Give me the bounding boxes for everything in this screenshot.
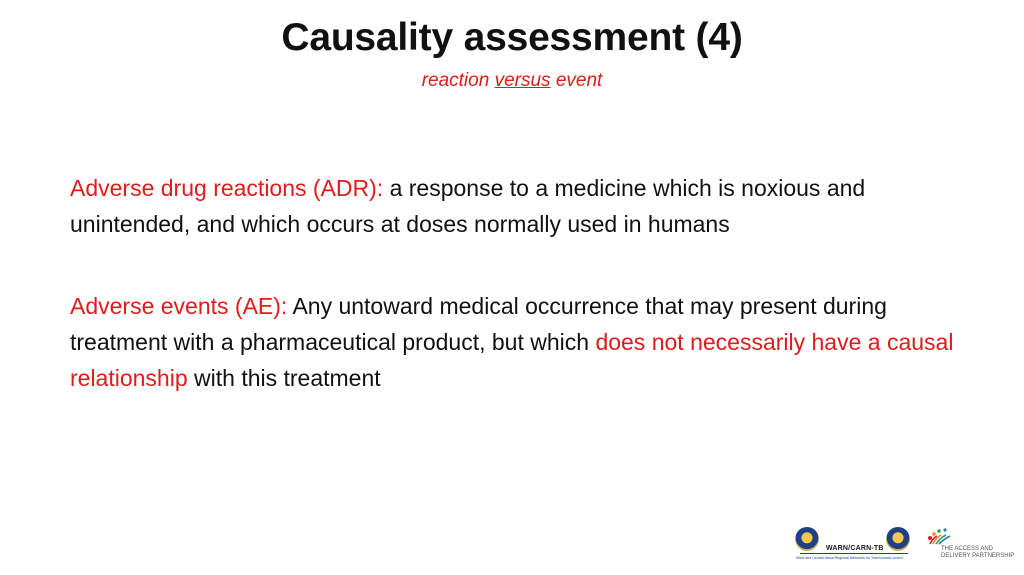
ae-term: Adverse events (AE): (70, 293, 288, 319)
adp-logo-icon (924, 526, 958, 546)
adp-logo-line1: THE ACCESS AND (941, 546, 994, 552)
ae-text-before: Any untoward medical occurrence that may present during treatment with a pharmaceutical product, but which (70, 293, 887, 355)
warn-carn-logo-subtitle: West and Central Africa Regional Networks for Tuberculosis control (796, 556, 903, 560)
adp-logo-text (941, 546, 1014, 560)
carn-emblem-right-icon (886, 527, 910, 551)
warn-emblem-left-icon (795, 527, 819, 551)
adr-term: Adverse drug reactions (ADR): (70, 175, 384, 201)
slide-title: Causality assessment (4) (281, 16, 743, 59)
adp-logo-line2: DELIVERY PARTNERSHIP (941, 553, 1015, 559)
adr-text: a response to a medicine which is noxious and unintended, and which occurs at doses normally used in humans (70, 175, 866, 237)
subtitle-event: event (555, 70, 603, 91)
warn-logo-divider (800, 553, 908, 554)
adr-definition (70, 170, 970, 242)
slide-subtitle (0, 70, 1024, 92)
subtitle-reaction: reaction (421, 70, 490, 91)
subtitle-versus: versus (494, 70, 551, 91)
warn-carn-logo-title: WARN/CARN-TB (826, 545, 884, 552)
ae-text-after: with this treatment (194, 365, 381, 391)
ae-highlight: does not necessarily have a causal relationship (70, 329, 954, 391)
ae-definition (70, 288, 970, 396)
